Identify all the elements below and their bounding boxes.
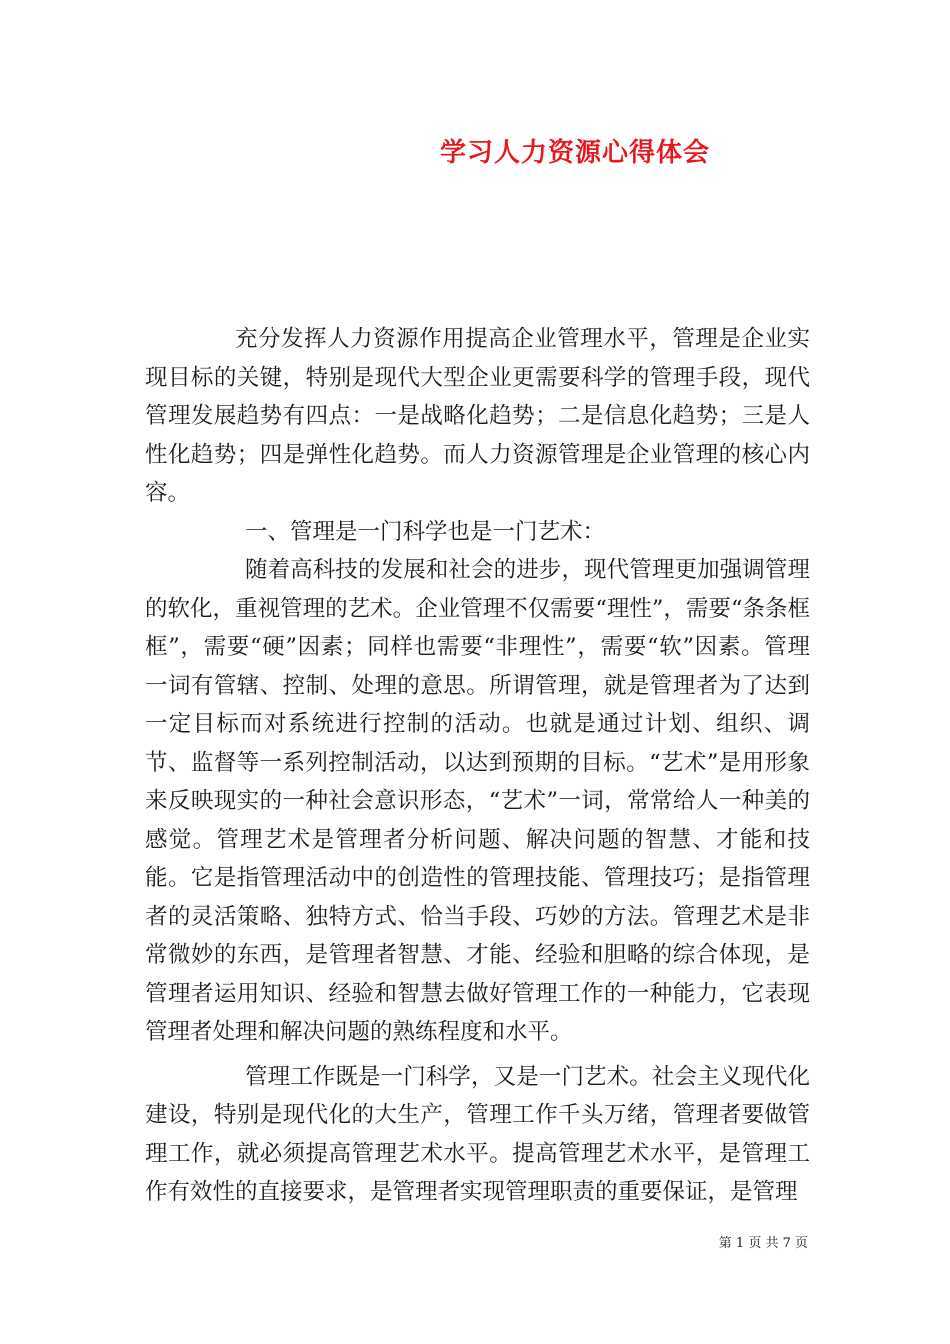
document-title: 学习人力资源心得体会 [439,138,710,168]
paragraph-management-science: 管理工作既是一门科学，又是一门艺术。社会主义现代化建设，特别是现代化的大生产，管理工作千头万绪，管理者要做管理工作，就必须提高管理艺术水平。提高管理艺术水平，是管理工作有效性的直接要求，是管理者实现管理职责的重要保证，是管理 [145,1063,810,1205]
page-footer: 第 1 页 共 7 页 [718,1236,808,1251]
paragraph-management-art: 随着高科技的发展和社会的进步，现代管理更加强调管理的软化，重视管理的艺术。企业管理不仅需要“理性”，需要“条条框框”，需要“硬”因素；同样也需要“非理性”，需要“软”因素。管理一词有管辖、控制、处理的意思。所谓管理，就是管理者为了达到一定目标而对系统进行控制的活动。也就是通过计划、组织、调节、监督等一系列控制活动，以达到预期的目标。“艺术”是用形象来反映现实的一种社会意识形态，“艺术”一词，常常给人一种美的感觉。管理艺术是管理者分析问题、解决问题的智慧、才能和技能。它是指管理活动中的创造性的管理技能、管理技巧；是指管理者的灵活策略、独特方式、恰当手段、巧妙的方法。管理艺术是非常微妙的东西，是管理者智慧、才能、经验和胆略的综合体现，是管理者运用知识、经验和智慧去做好管理工作的一种能力，它表现管理者处理和解决问题的熟练程度和水平。 [145,557,810,1045]
paragraph-intro: 充分发挥人力资源作用提高企业管理水平，管理是企业实现目标的关键，特别是现代大型企业更需要科学的管理手段，现代管理发展趋势有四点：一是战略化趋势；二是信息化趋势；三是人性化趋势；四是弹性化趋势。而人力资源管理是企业管理的核心内容。 [145,326,810,506]
document-body [145,320,810,1212]
section-heading: 一、管理是一门科学也是一门艺术： [245,518,606,545]
